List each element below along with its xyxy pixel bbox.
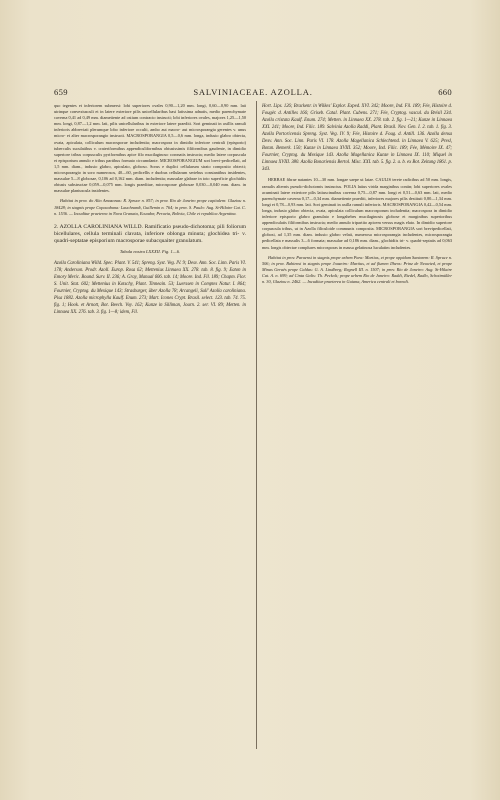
plate-reference: Tabula nostra LXXXII. Fig. 1—6. (119, 249, 181, 255)
synonymy-citations-left: Azolla Caroliniana Willd. Spec. Plant. V. 541; Spreng. Syst. Veg. IV. 9; Desv. Ann. Soc. Linn. Paris VI. 178; Anderson. Prodr. Azoll. Europ. Rosa 62; Mettenius Linnaea XX. 278. tab. 8. fig. 9; Eaton in Emory Meric. Bound. Surv. II. 236; A. Gray, Manual 606. tab. 14; Moore. Ind. Fil. 189; Chapm. Flor. S. Unit. Stat. 602; Mettenius in Kotschy, Plant. Tinneain. 53; Luerssen in Comptes Natur. I. 864; Fournier, Cryptog. du Mexique 143; Strasburger, über Azolla 78; Arcangeli, Sull' Azolla caroliniana. Pisa 1882. Azolla microphylla Kaulf. Enum. 273; Mart. Icones Crypt. Brasil. select. 123. tab. 74. 75. fig. 1; Hook. et Arnott, Bot. Beech. Voy. 162; Kunze in Silliman, Journ. 2. ser. VI. 89; Metten. in Linnaea XX. 276. tab. 3. fig. 1—8; idem, Fil. (54, 260, 246, 316)
synonymy-citations-right: Hort. Lips. 126; Brackenr. in Wilkes' Explor. Exped. XVI. 342; Moore, Ind. Fil. 189; Fée, Histoire d. Fougèr. d. Antilles 166; Griseb. Catal. Plant. Cubens. 271; Fée, Cryptog. vascul. du Brésil 234. Azolla cristata Kaulf. Enum. 274; Metten. in Linnaea XX. 278. tab. 2. fig. 1—21; Kunze in Linnaea XXI. 241; Moore, Ind. Filic. 189. Salvinia Azolla Raddi, Plant. Brasil. Nov. Gen. I. 2. tab. 1. fig. 3. Azolla Portoricensis Spreng. Syst. Veg. IV. 9; Fée, Histoire d. Foug. d. Antill. 136. Azolla densa Desv. Ann. Soc. Linn. Paris VI. 178. Azolla Magellanica Schlechtend. in Linnaea V. 625; Presl, Botan. Bemerk. 150; Kunze in Linnaea XVIII. 352; Moore, Ind. Filic. 189; Fée, Mémoire IX. 47; Fournier, Cryptog. du Mexique 143. Azolla Magellanica Kunze in Linnaea IX. 110; Miquel in Linnaea XVIII. 380. Azolla Bonariensis Bertol. Misc. XXI. tab. 5. fig. 2. a. b. ex Bot. Zeitung 1861. p. 343. (262, 104, 452, 173)
page-number-right: 660 (438, 87, 452, 97)
habitat-paragraph-left: Habitat in prov. do Alto Amazonas: R. Spruce n. 857; in prov. Rio de Janeiro prope capitalem: Glaziou n. 18428; in stagnis prope Copacabana: Lauchnardt, Guillemin n. 764; in prov. S. Paulo: Aug. St-Hilaire Cat. C. n. 1536. — Incuditur praeterea in Nova Granata, Ecuador, Peruvia, Bolivia, Chile et republica Argentina. (54, 198, 246, 216)
habitat-paragraph-right: Habitat in prov. Paraensi in stagnis prope urbem Para: Martius, et prope oppidum Santarem: R. Spruce n. 506; in prov. Bahiensi in stagnis prope Joazeiro: Martius, et ad flumen Ilheos: Prinz de Neuwied, et prope Minas Geraës prope Caldas: G. A. Lindberg; Regnell III. n. 1507; in prov. Rio de Janeiro: Aug. St-Hilaire Cat. A. n. 699; ad Cinta Galis: Th. Peckolt; prope urbem Rio de Janeiro: Raddi, Riedel, Radlo, Schottmüller n. 30, Glaziou n. 2462. — Incuditur praeterea in Guiana, America centrali et boreali. (262, 254, 452, 284)
page-number-left: 659 (54, 87, 68, 97)
column-divider (256, 101, 257, 749)
left-column (54, 103, 246, 316)
species-heading: 2. AZOLLA CAROLINIANA WILLD. Ramificatio pseudo-dichotoma; pili foliorum bicellulares, cellula terminali clavata, inferiore oblonga minuta; glochidea tri- v. quadri-septatae episporium macrosporae subacquaiter granulatum. (54, 223, 246, 245)
running-title: SALVINIACEAE. AZOLLA. (193, 87, 313, 97)
right-column (262, 103, 452, 285)
species-description: HERBAE fibrae natantes 10—30 mm. longae saepe ut latae. CAULIS terete radicibus ad 50 mm. longis, ramulis alternis pseudo-dichotomis instructus. FOLIA latius virida marginibus contin; lobi superiores ovales acuminati latere exteriore pilis latiuscinuibus caverna 0,75—0,87 mm. longi et 0,51—0,63 mm. lati, medio parenchymate caverna 0,17—0,34 mm. diametiente praediti, inferiores majores pilis destituti 0,80—1,34 mm. longi et 0,78—0,93 mm. lati. Sori geminati in axilla ramuli inferioris. MACROSPORANGIA 0,42—0,54 mm. longa, indusio glabro obtecta, ovata, apiculata colliculum macrosporum includentia; macrospora in dimidio inferiore episporio glabro granulato e longahebes mucilaginosis globose et marginibus superioribus appendiculatis filiformibus instructa; medio annulo tripartito apicem versus magis elato. In dimidio superiore corpuscula tribus, ut in Azolla filiculoide communis composita. MICROSPORANGIA sori brevipedicellati, globosi, ad 1,35 mm. diam. indusio glabro velati, numerosa microsporangia includentes, microsporangia pedicellata e massulis 3—6 formata; massulae ad 0,186 mm. diam., glochidiis tri- v. quadri-septatis ad 0,063 mm. longis obtectae complures microsporas in massa gelatinosa luculatim includentes. (262, 177, 452, 250)
species-description-continued: quo tegentes et inferiorem submersi: lobi superiores ovales 0,90—1,20 mm. longi, 0,60—0,90 mm. lati utrinque convexiusculi et in latere exteriore pilis unicellularibus basi latissima adnatis, medio parenchymate caverna 0,41 ad 0,49 mm. diametiente ad ostium contracto instructi; lobi inferiores ovales, majores 1,25—1,50 mm. longi, 0,87—1,2 mm. lati, pilis unicellularibus in exteriore latere praediti. Sori geminati in axillis ramuli inferioris abbreviati plerumque lobo inferiore occulti, ambo aut macro- aut microsporangia gerentes v. unus micro- et alter macrosporangio instructi. MACROSPORANGIA 0,5—0,6 mm. longa, indusio glabro obtecta, ovata, apiculata, colliculum macrosporae includentia; macrospora in dimidio inferiore centrali (episporio) tuberculis suculatibus v. crateriformibus appendiculiformibus obtusissimis filiformibus gaudente, in dimidio superiore tribus corpusculis pyriformibus apice filo mucilaginoso coronatis instructa; medio latere corpuscula et episporium annulo e tribus partibus formato circumdante. MICROSPORANGIUM sori brevi-pedicellati, ad 1,5 mm. diam., indusio glabro, apiculato, globoso. Sorus e duplici cellularum strato composito obtecti; microsporangio in soro numerosos, 40—60, pedicellis e duobus cellularum seriebus constantibus insidentes, massulae 5—8 globosae, 0,106 ad 0,162 mm. diam. includentia; massulae glabrae in toto superficie glochidiis obtusis substructae 0,059—0,075 mm. longis praeditae, microsporae globosae 0,030—0,040 mm. diam. in massulae planiuscula insidentes. (54, 103, 246, 194)
page-header (54, 87, 452, 99)
